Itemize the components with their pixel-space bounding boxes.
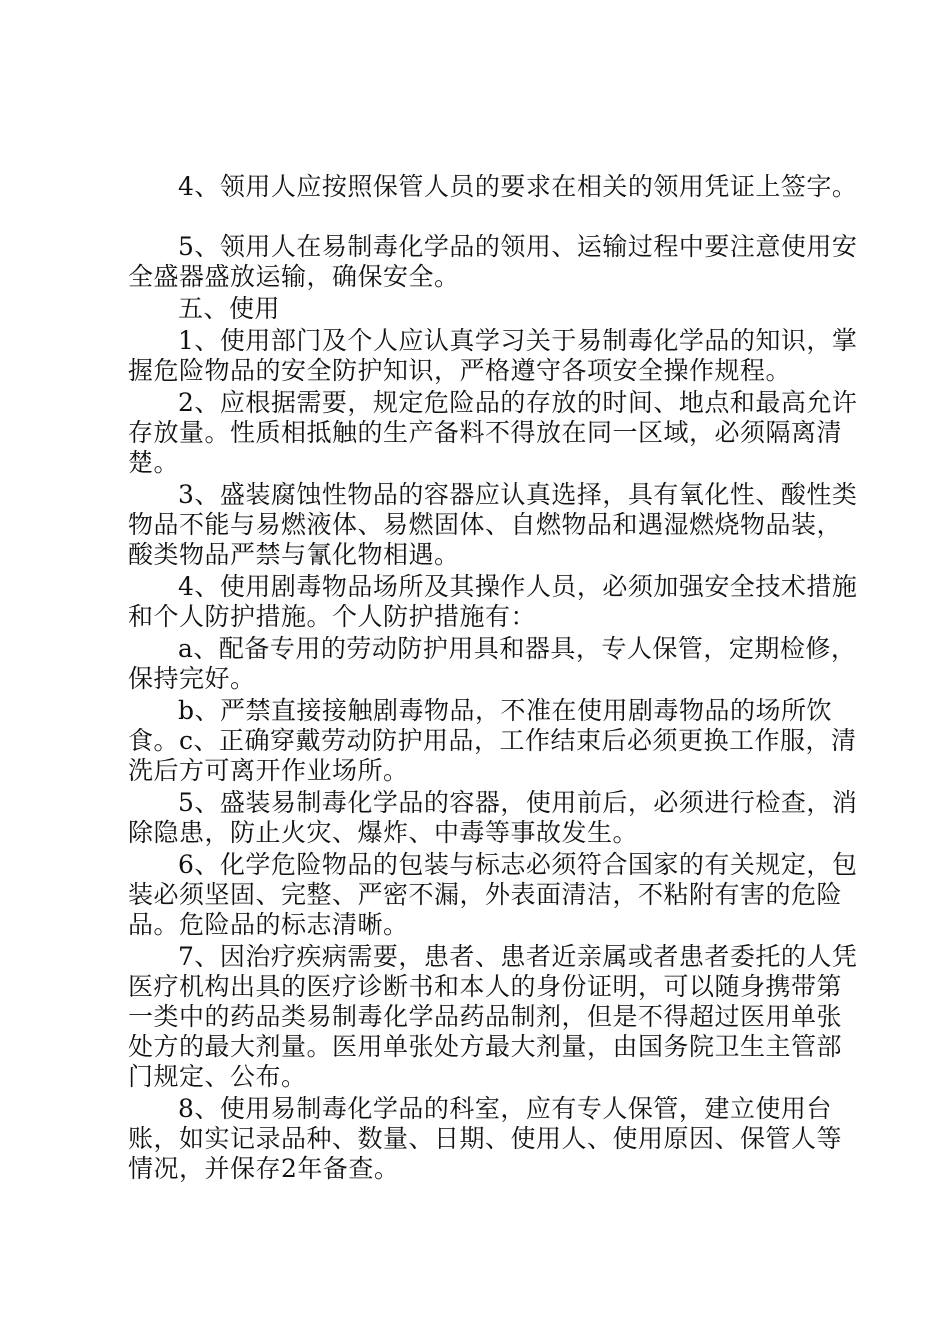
paragraph-use-4b: b、严禁直接接触剧毒物品，不准在使用剧毒物品的场所饮食。c、正确穿戴劳动防护用品，工作结束后必须更换工作服，清洗后方可离开作业场所。: [128, 696, 857, 785]
paragraph-use-5: 5、盛装易制毒化学品的容器，使用前后，必须进行检查，消除隐患，防止火灾、爆炸、中毒等事故发生。: [128, 788, 858, 847]
paragraph-signing: 4、领用人应按照保管人员的要求在相关的领用凭证上签字。: [178, 172, 858, 201]
paragraph-use-2: 2、应根据需要，规定危险品的存放的时间、地点和最高允许存放量。性质相抵触的生产备料不得放在同一区域，必须隔离清楚。: [128, 388, 858, 477]
paragraph-transport: 5、领用人在易制毒化学品的领用、运输过程中要注意使用安全盛器盛放运输，确保安全。: [128, 232, 858, 291]
paragraph-use-3: 3、盛装腐蚀性物品的容器应认真选择，具有氧化性、酸性类物品不能与易燃液体、易燃固体、自燃物品和遇湿燃烧物品装，酸类物品严禁与氰化物相遇。: [128, 480, 858, 569]
paragraph-use-7: 7、因治疗疾病需要，患者、患者近亲属或者患者委托的人凭医疗机构出具的医疗诊断书和本人的身份证明，可以随身携带第一类中的药品类易制毒化学品药品制剂，但是不得超过医用单张处方的最大剂量。医用单张处方最大剂量，由国务院卫生主管部门规定、公布。: [128, 942, 858, 1091]
paragraph-use-6: 6、化学危险物品的包装与标志必须符合国家的有关规定，包装必须坚固、完整、严密不漏，外表面清洁，不粘附有害的危险品。危险品的标志清晰。: [128, 850, 858, 939]
paragraph-use-1: 1、使用部门及个人应认真学习关于易制毒化学品的知识，掌握危险物品的安全防护知识，严格遵守各项安全操作规程。: [128, 326, 858, 385]
paragraph-use-4a: a、配备专用的劳动防护用具和器具，专人保管，定期检修，保持完好。: [128, 634, 857, 693]
paragraph-use-8: 8、使用易制毒化学品的科室，应有专人保管，建立使用台账，如实记录品种、数量、日期、使用人、使用原因、保管人等情况，并保存2年备查。: [128, 1094, 843, 1183]
section-heading-use: 五、使用: [178, 294, 281, 323]
document-body: [128, 172, 858, 1184]
paragraph-use-4: 4、使用剧毒物品场所及其操作人员，必须加强安全技术措施和个人防护措施。个人防护措施有：: [128, 572, 858, 631]
